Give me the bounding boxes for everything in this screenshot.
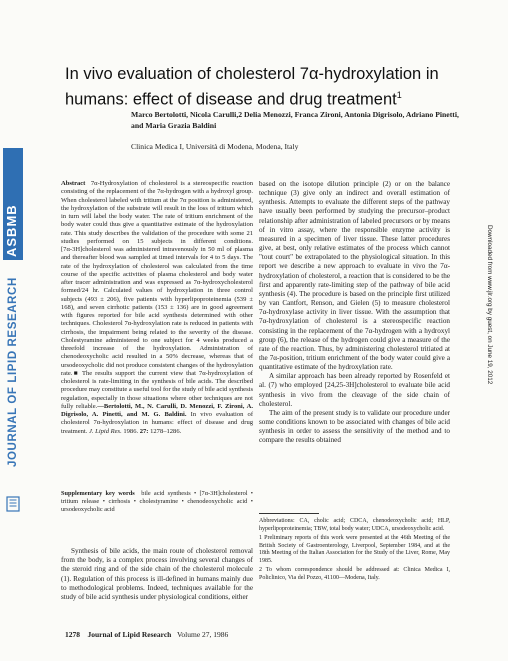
download-watermark: Downloaded from www.jlr.org by guest, on June 19, 2012 bbox=[486, 225, 493, 385]
journal-name-vertical: JOURNAL OF LIPID RESEARCH bbox=[7, 277, 19, 467]
abstract bbox=[61, 180, 253, 436]
abstract-citation-title: In vivo evaluation of cholesterol 7α-hydroxylation in humans: effect of disease and drug treatment. bbox=[61, 411, 254, 435]
asbmb-logo: ASBMB bbox=[4, 204, 19, 257]
left-margin-branding bbox=[0, 0, 40, 661]
footnote-rule bbox=[259, 513, 319, 514]
journal-name: Journal of Lipid Research bbox=[87, 630, 172, 639]
author-list: Marco Bertolotti, Nicola Carulli,2 Delia Menozzi, Franca Zironi, Antonia Digrisolo, Adriano Pinetti, and Maria Grazia Baldini bbox=[131, 110, 459, 130]
abstract-citation-journal: J. Lipid Res. bbox=[89, 427, 122, 435]
article-title: In vivo evaluation of cholesterol 7α-hydroxylation in humans: effect of disease and drug treatment$^1$ bbox=[65, 65, 439, 109]
footnotes bbox=[259, 518, 450, 584]
right-paragraph-3: The aim of the present study is to validate our procedure under some conditions known to be associated with changes of bile acid synthesis in order to assess the sensitivity of the method and to compare the results obtained bbox=[259, 408, 450, 445]
right-paragraph-1: based on the isotope dilution principle (2) or on the balance technique (3) give only an indirect and overall estimation of synthesis. Attempts to evaluate the different steps of the pathway have usually been performed by studying the precursor–product relationship after administration of labeled precursors or by means of in vitro assay, where the responsible enzyme activity is measured in a specimen of liver tissue. These latter procedures give, at best, only relative estimates of the process which cannot "tout court" be extrapolated to the physiological situation. In this report we describe a new approach to evaluate in vivo the 7α-hydroxylation of cholesterol, a reaction that is considered to be the first and apparently rate-limiting step of the pathway of bile acid synthesis (4). The procedure is based on the principle first utilized by van Cantfort, Renson, and Gielen (5) to measure cholesterol 7α-hydroxylase activity in liver tissue. With the assumption that 7α-hydroxylation of cholesterol is a stereospecific reaction consisting in the replacement of the 7α-hydrogen with a hydroxyl group (6), the release of the hydrogen could give a measure of the rate of the reaction. Thus, by administering cholesterol tritiated at the 7α-position, tritium enrichment of the body water could give a quantitative estimate of the hydroxylation rate. bbox=[259, 180, 450, 372]
volume-year: Volume 27, 1986 bbox=[176, 630, 229, 639]
abstract-text: 7α-Hydroxylation of cholesterol is a stereospecific reaction consisting of the replacement of the 7α-hydrogen with a hydroxyl group. When cholesterol labeled with tritium at the 7α position is administered, the hydroxylation of the substrate will result in the loss of tritium which in turn will label the body water. The rate of tritium enrichment of the body water could thus give a quantitative estimate of the hydroxylation rate. This study describes the validation of the procedure with some 21 studies performed on 15 subjects in different conditions. [7α-3H]cholesterol was administered intravenously in 50 ml of plasma and thereafter blood was sampled at timed intervals for 4 to 5 days. The rate of the hydroxylation of cholesterol was calculated from the time course of the specific activities of plasma cholesterol and body water after tracer administration and was expressed as 7α-hydroxycholesterol formed/24 hr. Calculated values of hydroxylation in three control subjects (493 ± 206), five patients with hyperlipoproteinemia (539 ± 168), and seven cirrhotic patients (153 ± 136) are in good agreement with figures reported for bile acid synthesis determined with other techniques. Cholesterol 7α-hydroxylation rate is reduced in patients with cirrhosis, the impairment being related to the severity of the disease. Cholestyramine administered to one subject for 4 weeks produced a threefold increase of the hydroxylation. Administration of chenodeoxycholic acid resulted in a 50% decrease, whereas that of ursodeoxycholic did not produce consistent changes of the hydroxylation rate. bbox=[61, 180, 253, 377]
right-paragraph-2: A similar approach has been already reported by Rosenfeld et al. (7) who employed [24,25-3H]cholesterol to evaluate bile acid synthesis in vivo from the cleavage of the side chain of cholesterol. bbox=[259, 372, 450, 408]
footnote-1: 1 Preliminary reports of this work were presented at the 46th Meeting of the British Society of Gastroenterology, Liverpool, September 1984, and at the 18th Meeting of the Italian Association for the Study of the Liver, Rome, May 1985. bbox=[259, 535, 450, 564]
abstract-citation-pages: 1278–1286. bbox=[150, 427, 182, 435]
abbreviations-footnote: Abbreviations: CA, cholic acid; CDCA, chenodeoxycholic acid; HLP, hyperlipoproteinemia; TBW, total body water; UDCA, ursodeoxycholic acid. bbox=[259, 518, 450, 532]
footnote-2: 2 To whom correspondence should be addressed at: Clinica Medica I, Policlinico, Via del Pozzo, 41100—Modena, Italy. bbox=[259, 567, 450, 581]
abstract-citation-volume: 27: bbox=[139, 427, 149, 435]
page-footer bbox=[65, 630, 228, 639]
abstract-citation-authors: —Bertolotti, M., N. Carulli, D. Menozzi, F. Zironi, A. Digrisolo, A. Pinetti, and M. G. Baldini. bbox=[61, 402, 253, 418]
intro-paragraph: Synthesis of bile acids, the main route of cholesterol removal from the body, is a complex process involving several changes of the steroid ring and of the side chain of the cholesterol molecule (1). Regulation of this process is ill-defined in humans mainly due to methodological problems. Indeed, techniques available for the study of bile acid synthesis under physiological conditions, either bbox=[61, 547, 253, 602]
abstract-text-conclusion: The results support the current view that 7α-hydroxylation of cholesterol is rate-limiting in the synthesis of bile acids. The described procedure may constitute a useful tool for the study of bile acid synthesis regulation, especially in those situations where other techniques are not fully reliable. bbox=[61, 369, 253, 410]
abstract-label: Abstract bbox=[61, 180, 86, 187]
affiliation: Clinica Medica I, Università di Modena, Modena, Italy bbox=[131, 142, 299, 151]
abstract-citation-year: 1986. bbox=[123, 427, 139, 435]
key-words bbox=[61, 490, 253, 514]
journal-book-icon bbox=[6, 496, 20, 512]
key-words-text: bile acid synthesis • [7α-3H]cholesterol • tritium release • cirrhosis • cholestyramine • chenodeoxycholic acid • ursodeoxycholic acid bbox=[61, 490, 253, 513]
abstract-marker: ■ bbox=[72, 369, 80, 377]
title-footnote-mark: 1 bbox=[396, 90, 402, 100]
right-column-text bbox=[259, 180, 450, 446]
key-words-label: Supplementary key words bbox=[61, 490, 135, 497]
page-number: 1278 bbox=[65, 630, 80, 639]
